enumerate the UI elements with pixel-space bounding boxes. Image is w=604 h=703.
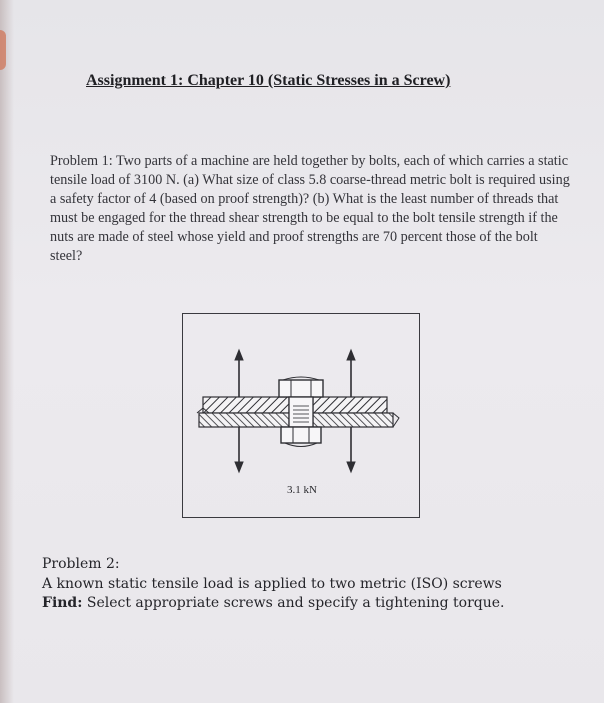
finger-edge (0, 30, 6, 70)
bolt-shank (289, 397, 313, 427)
problem-2-heading: Problem 2: (42, 556, 120, 572)
problem-2-find (42, 594, 582, 614)
problem-2 (42, 555, 582, 614)
find-label: Find: (42, 595, 83, 611)
page-edge-shadow (0, 0, 14, 703)
assignment-title: Assignment 1: Chapter 10 (Static Stresses in a Screw) (86, 72, 451, 89)
bolt-figure (182, 313, 420, 518)
bolt-nut (281, 427, 321, 447)
bolt-head (279, 377, 323, 397)
find-text: Select appropriate screws and specify a tightening torque. (82, 595, 505, 611)
problem-2-given: A known static tensile load is applied to two metric (ISO) screws (42, 575, 502, 592)
problem-1-text: Problem 1: Two parts of a machine are held together by bolts, each of which carries a static tensile load of 3100 N. (a) What size of class 5.8 coarse-thread metric bolt is required using a safety factor of 4 (based on proof strength)? (b) What is the least number of threads that must be engaged for the thread shear strength to be equal to the bolt tensile strength if the nuts are made of steel whose yield and proof strengths are 70 percent those of the bolt steel? (50, 153, 570, 264)
load-label: 3.1 kN (287, 484, 317, 496)
